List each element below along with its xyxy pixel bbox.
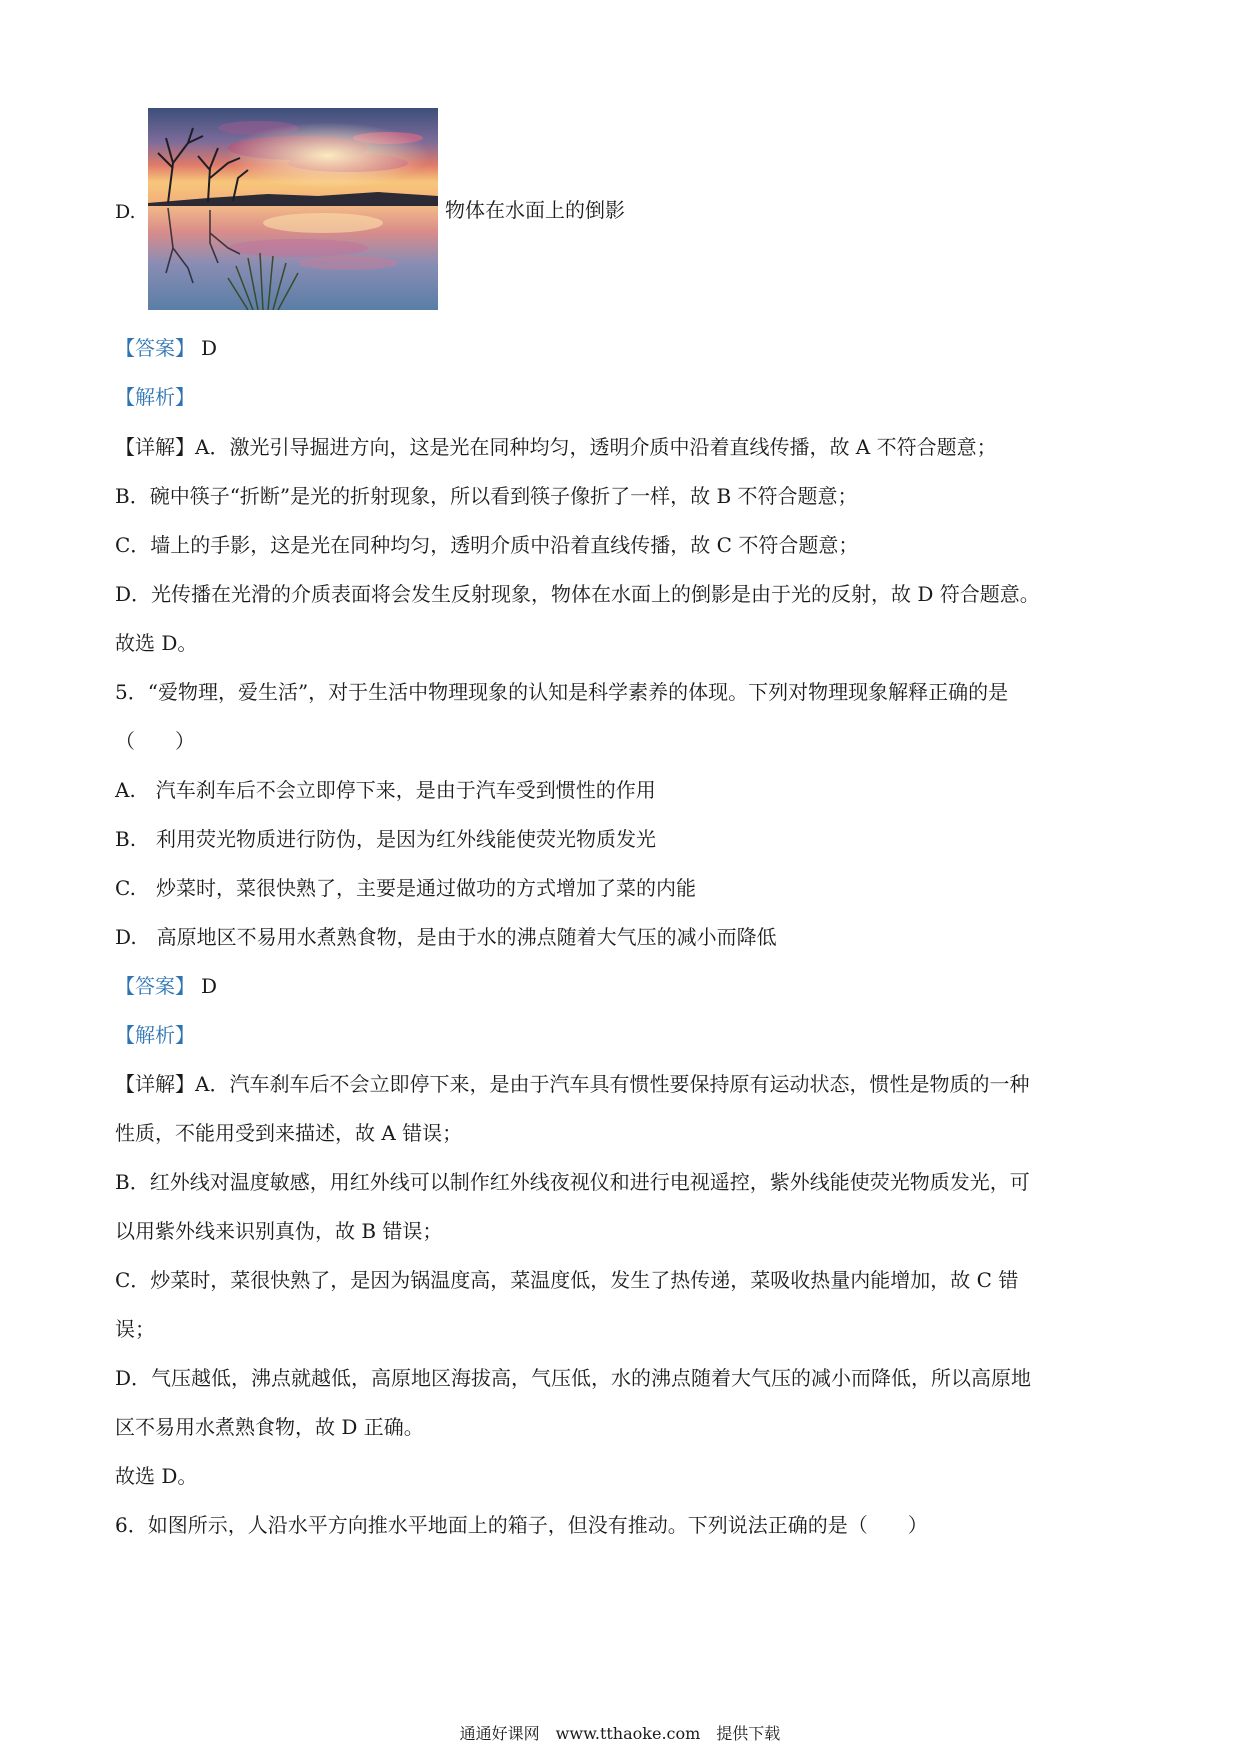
q5-line-0: A．汽车刹车后不会立即停下来，是由于汽车具有惯性要保持原有运动状态，惯性是物质的一种: [195, 1072, 1030, 1096]
analysis-tag: 【解析】: [115, 385, 195, 409]
q4-line-2: C．墙上的手影，这是光在同种均匀，透明介质中沿着直线传播，故 C 不符合题意；: [115, 533, 859, 557]
footer-download-note: 通通好课网 www.tthaoke.com 提供下载: [459, 1724, 781, 1743]
q4-line-1: B．碗中筷子“折断”是光的折射现象，所以看到筷子像折了一样，故 B 不符合题意；: [115, 484, 858, 508]
analysis-tag: 【解析】: [115, 1023, 195, 1047]
q4-line-4: 故选 D。: [115, 631, 198, 655]
q4-line-3: D．光传播在光滑的介质表面将会发生反射现象，物体在水面上的倒影是由于光的反射，故 D 符合题意。: [115, 582, 1040, 606]
q5-detail-line: [115, 1070, 1029, 1098]
q4-line-0: A．激光引导掘进方向，这是光在同种均匀，透明介质中沿着直线传播，故 A 不符合题意；: [195, 435, 997, 459]
detail-tag: 【详解】: [115, 1072, 195, 1096]
q5-line-6: D．气压越低，沸点就越低，高原地区海拔高，气压低，水的沸点随着大气压的减小而降低，所以高原地: [115, 1366, 1032, 1390]
option-d-letter: D.: [115, 201, 136, 223]
answer-value: D: [201, 974, 218, 998]
q5-line-7: 区不易用水煮熟食物，故 D 正确。: [115, 1415, 424, 1439]
q5-line-3: 以用紫外线来识别真伪，故 B 错误；: [115, 1219, 443, 1243]
q5-answer: [115, 972, 217, 1000]
q4-detail-line: [115, 433, 997, 461]
q5-option-c: C. 炒菜时，菜很快熟了，主要是通过做功的方式增加了菜的内能: [115, 876, 696, 900]
q5-option-a: A. 汽车刹车后不会立即停下来，是由于汽车受到惯性的作用: [115, 778, 656, 802]
q5-line-4: C．炒菜时，菜很快熟了，是因为锅温度高，菜温度低，发生了热传递，菜吸收热量内能增加，故 C 错: [115, 1268, 1019, 1292]
q5-line-8: 故选 D。: [115, 1464, 198, 1488]
detail-tag: 【详解】: [115, 435, 195, 459]
answer-value: D: [201, 336, 218, 360]
option-d-caption: 物体在水面上的倒影: [445, 198, 625, 222]
q5-line-1: 性质，不能用受到来描述，故 A 错误；: [115, 1121, 463, 1145]
sunset-lake-reflection-photo: [148, 108, 438, 310]
q5-option-d: D. 高原地区不易用水煮熟食物，是由于水的沸点随着大气压的减小而降低: [115, 925, 777, 949]
q5-stem-line1: 5．“爱物理，爱生活”，对于生活中物理现象的认知是科学素养的体现。下列对物理现象解释正确的是: [115, 680, 1009, 704]
answer-tag: 【答案】: [115, 974, 195, 998]
q4-answer: [115, 334, 217, 362]
q5-analysis: [115, 1021, 195, 1049]
q6-stem: 6．如图所示，人沿水平方向推水平地面上的箱子，但没有推动。下列说法正确的是（ ）: [115, 1513, 928, 1537]
answer-tag: 【答案】: [115, 336, 195, 360]
q4-analysis: [115, 383, 195, 411]
q5-line-2: B．红外线对温度敏感，用红外线可以制作红外线夜视仪和进行电视遥控，紫外线能使荧光物质发光，可: [115, 1170, 1030, 1194]
q5-line-5: 误；: [115, 1317, 155, 1341]
q5-stem-line2: （ ）: [115, 729, 195, 753]
q5-option-b: B. 利用荧光物质进行防伪，是因为红外线能使荧光物质发光: [115, 827, 657, 851]
